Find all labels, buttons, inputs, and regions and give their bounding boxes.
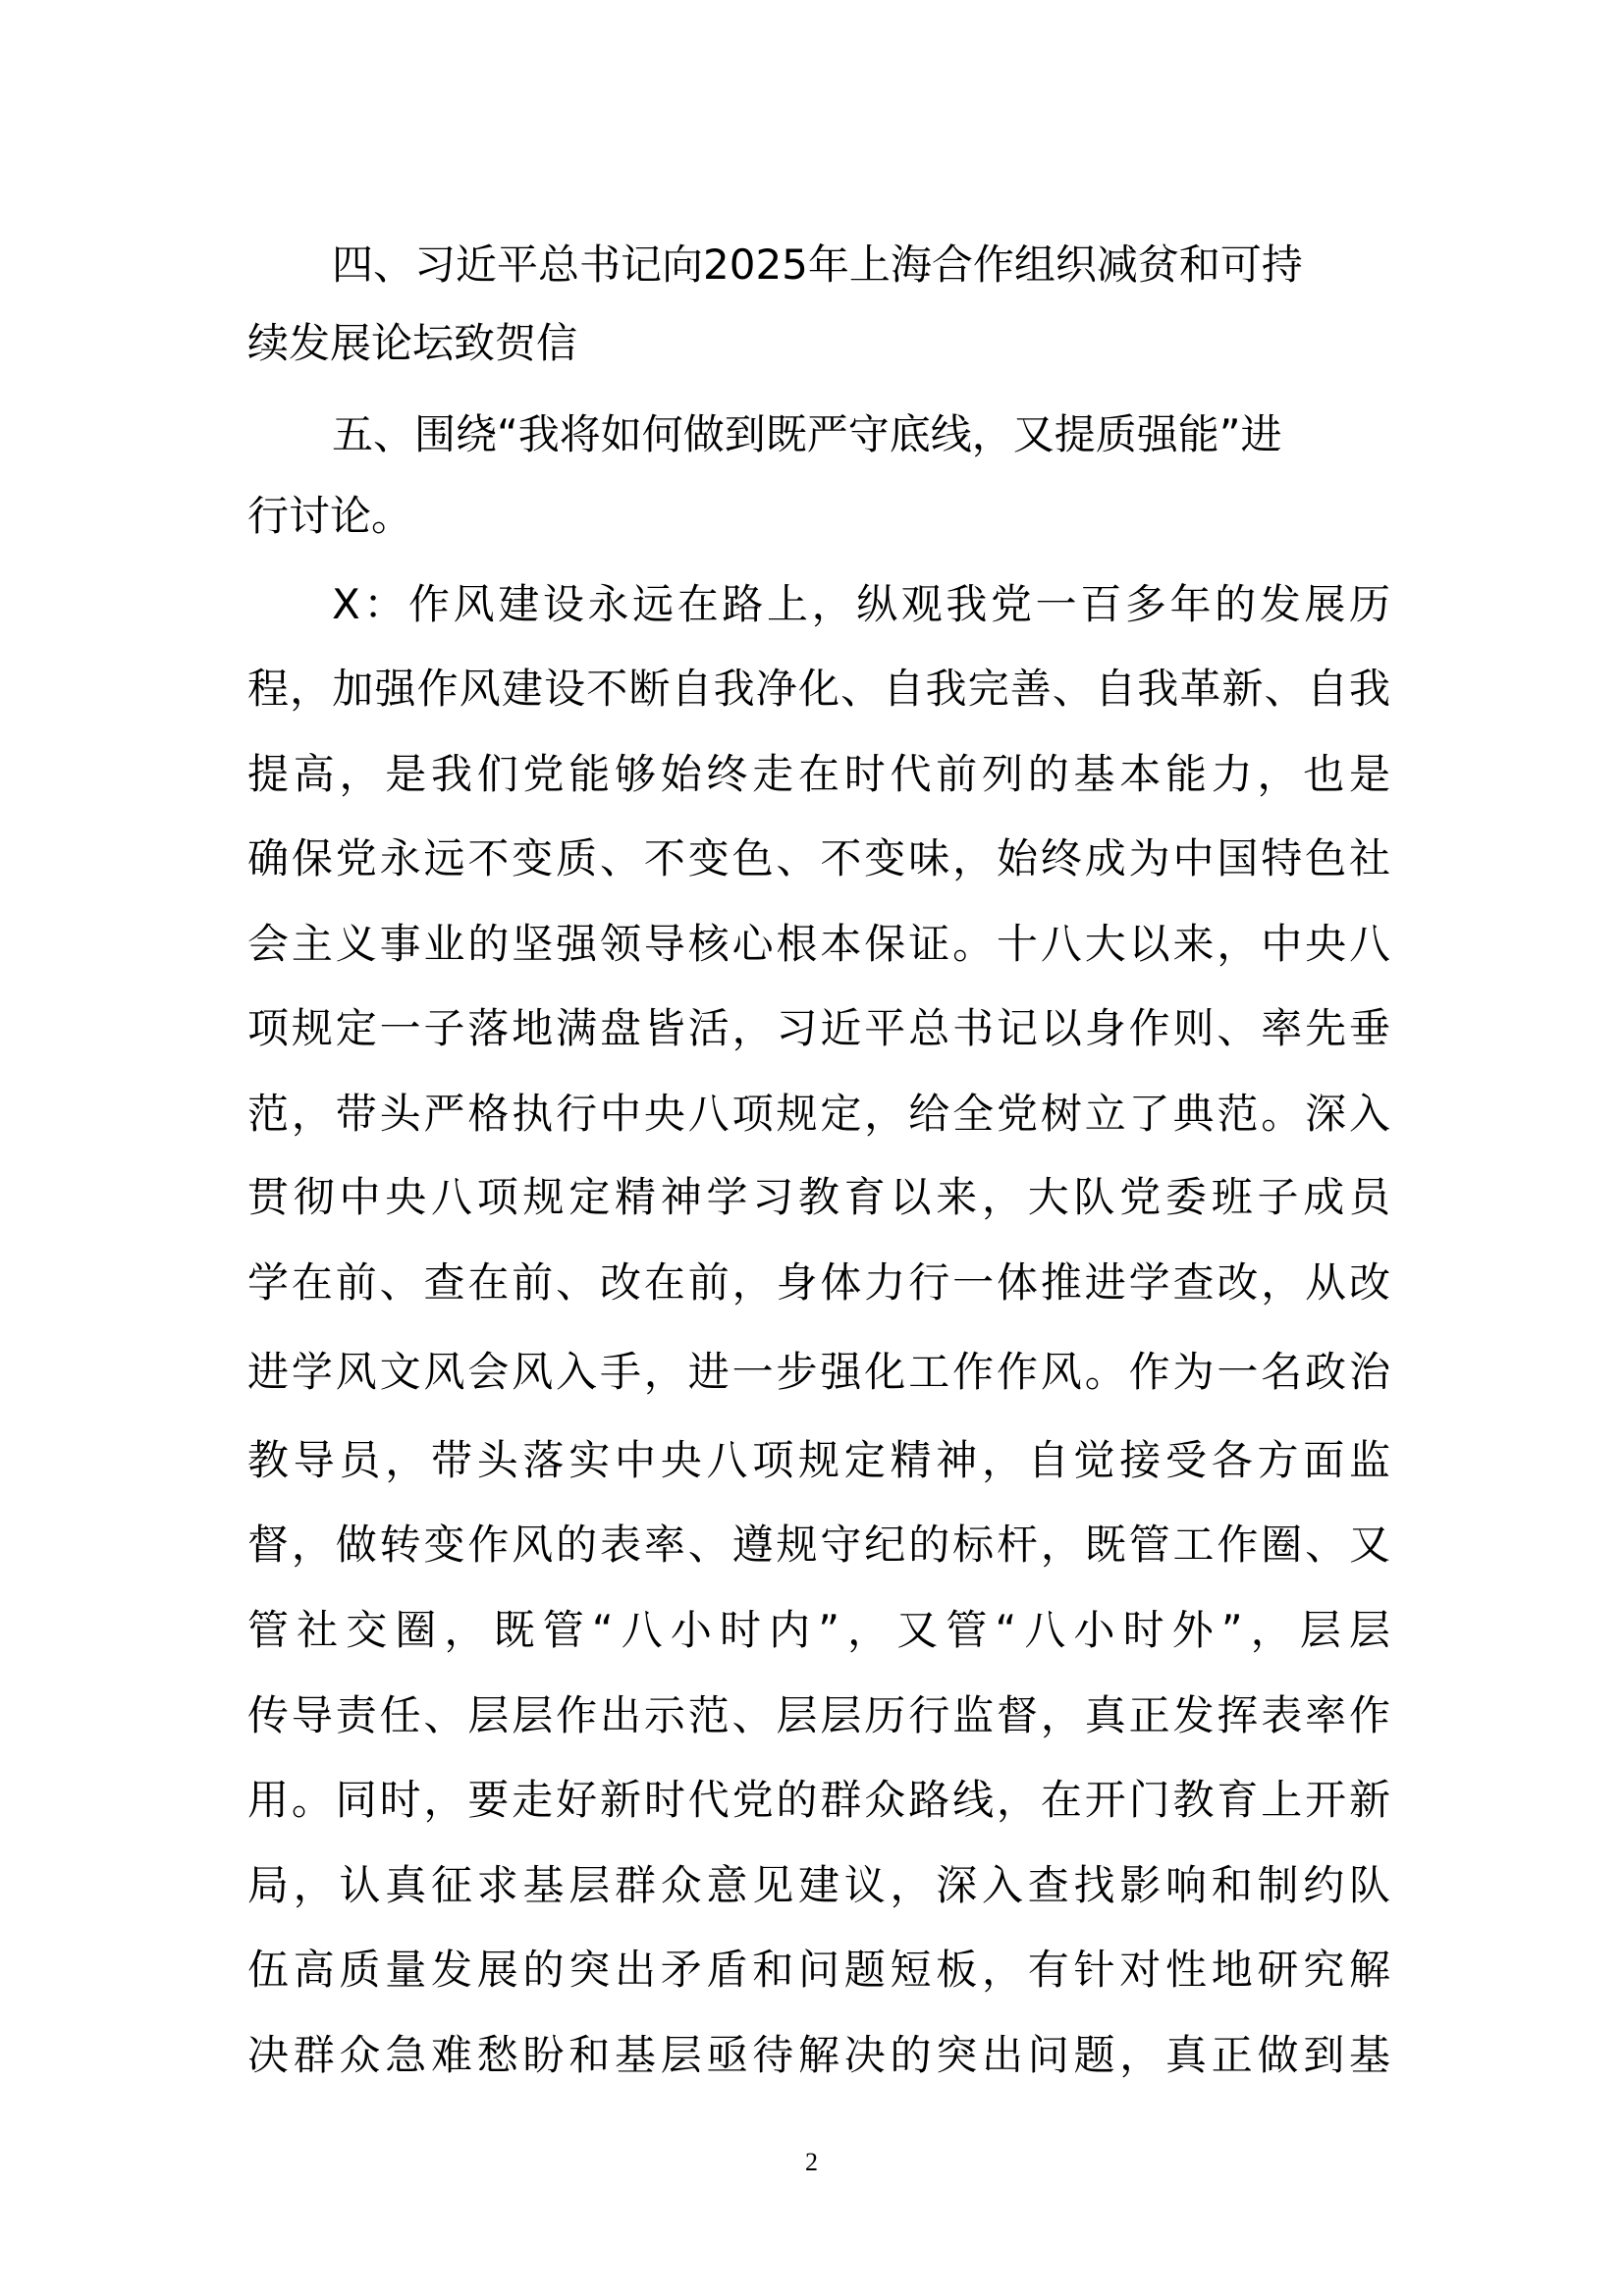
- discussion-line: 教导员，带头落实中央八项规定精神，自觉接受各方面监: [247, 1436, 1390, 1484]
- discussion-line: 决群众急难愁盼和基层亟待解决的突出问题，真正做到基: [247, 2031, 1390, 2079]
- discussion-line: 程，加强作风建设不断自我净化、自我完善、自我革新、自我: [247, 665, 1390, 713]
- discussion-line: 提高，是我们党能够始终走在时代前列的基本能力，也是: [247, 750, 1390, 798]
- discussion-line: 范，带头严格执行中央八项规定，给全党树立了典范。深入: [247, 1090, 1390, 1138]
- discussion-line: 项规定一子落地满盘皆活，习近平总书记以身作则、率先垂: [247, 1004, 1390, 1052]
- discussion-line: 局，认真征求基层群众意见建议，深入查找影响和制约队: [247, 1861, 1390, 1909]
- discussion-line: 进学风文风会风入手，进一步强化工作作风。作为一名政治: [247, 1348, 1390, 1396]
- discussion-line: 用。同时，要走好新时代党的群众路线，在开门教育上开新: [247, 1776, 1390, 1824]
- discussion-line: 贯彻中央八项规定精神学习教育以来，大队党委班子成员: [247, 1173, 1390, 1221]
- discussion-line: 管社交圈，既管“八小时内”，又管“八小时外”，层层: [247, 1606, 1390, 1654]
- discussion-line: 学在前、查在前、改在前，身体力行一体推进学查改，从改: [247, 1258, 1390, 1307]
- discussion-line: 确保党永远不变质、不变色、不变味，始终成为中国特色社: [247, 834, 1390, 882]
- discussion-line: 督，做转变作风的表率、遵规守纪的标杆，既管工作圈、又: [247, 1521, 1390, 1569]
- page-number: 2: [805, 2148, 818, 2176]
- discussion-line: X：作风建设永远在路上，纵观我党一百多年的发展历: [332, 580, 1390, 628]
- discussion-line: 会主义事业的坚强领导核心根本保证。十八大以来，中央八: [247, 920, 1390, 968]
- discussion-line: 伍高质量发展的突出矛盾和问题短板，有针对性地研究解: [247, 1946, 1390, 1994]
- paragraph-4-line-1: 四、习近平总书记向2025年上海合作组织减贫和可持: [332, 240, 1303, 289]
- paragraph-5-line-1: 五、围绕“我将如何做到既严守底线，又提质强能”进: [332, 410, 1282, 458]
- paragraph-5-line-2: 行讨论。: [247, 492, 413, 540]
- discussion-line: 传导责任、层层作出示范、层层历行监督，真正发挥表率作: [247, 1691, 1390, 1739]
- paragraph-4-line-2: 续发展论坛致贺信: [247, 319, 578, 367]
